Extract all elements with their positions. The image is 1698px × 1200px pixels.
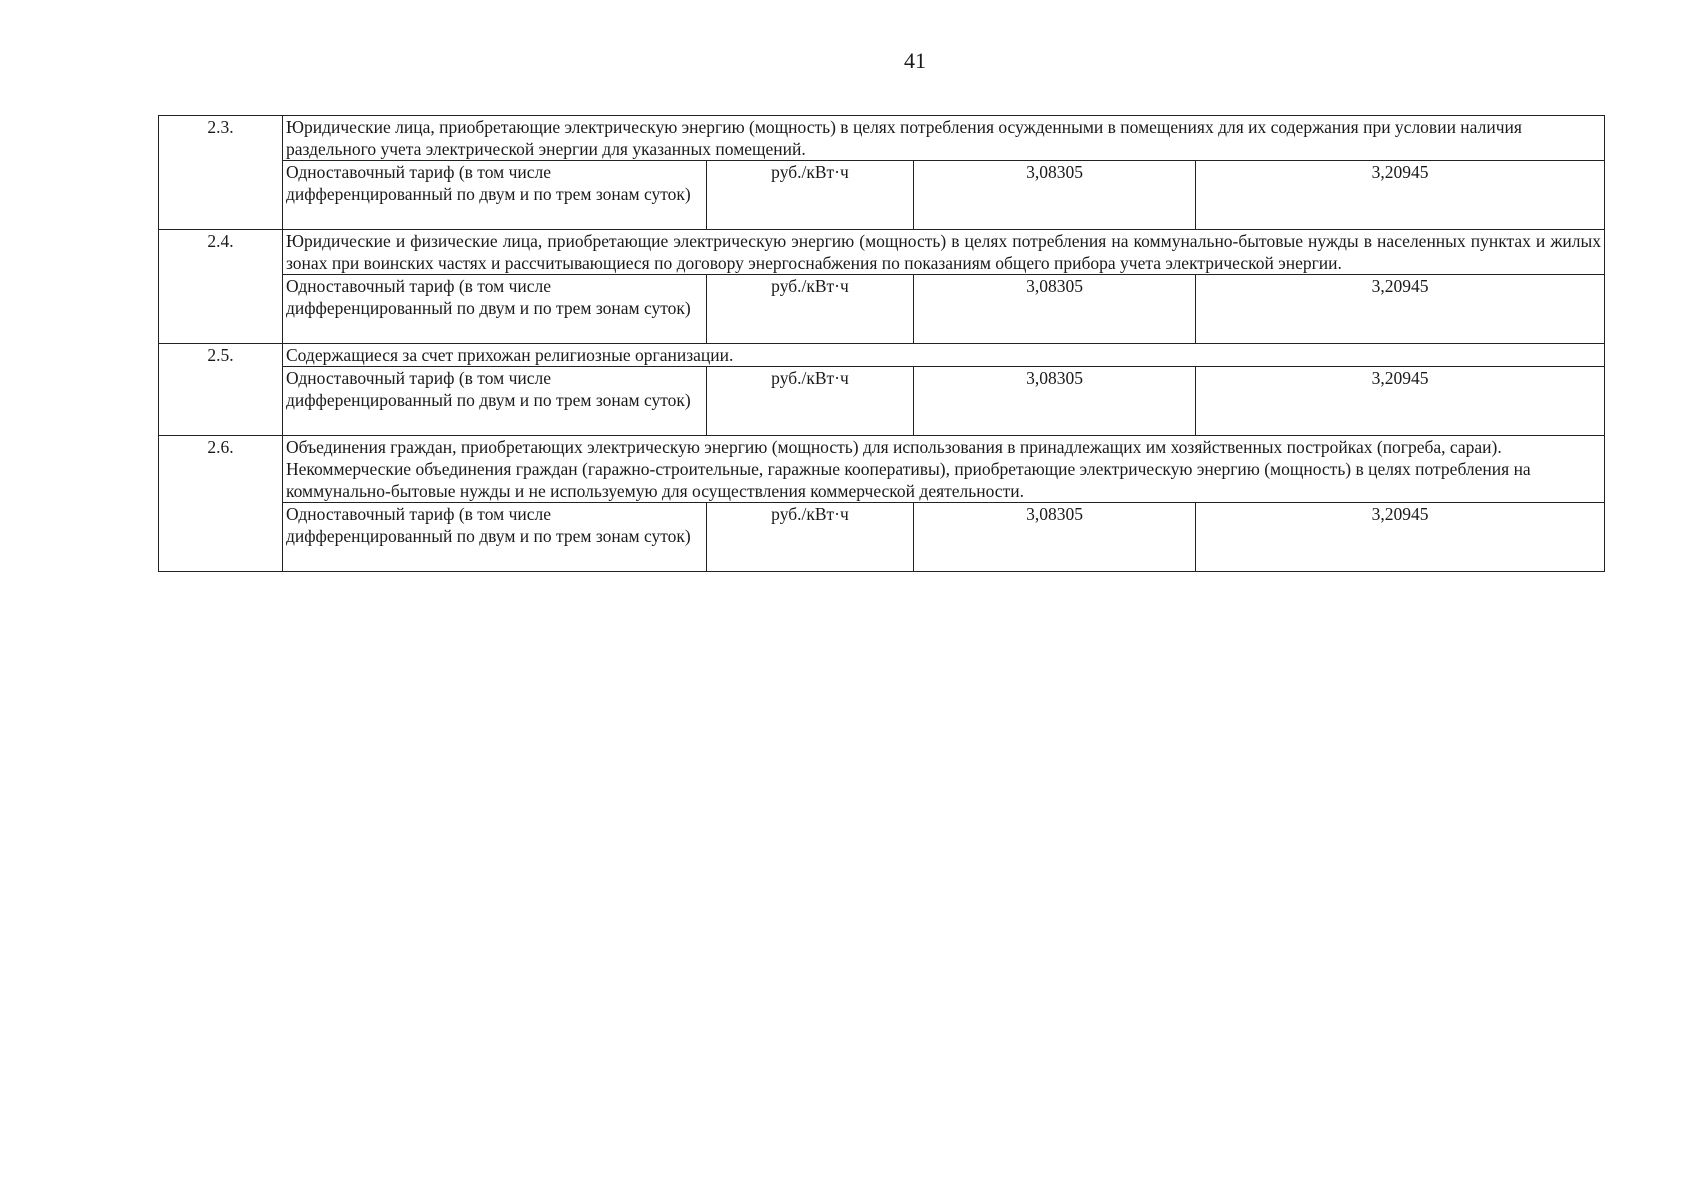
tariff-row xyxy=(159,275,1605,344)
tariff-value-2: 3,20945 xyxy=(1196,161,1605,230)
tariff-row xyxy=(159,161,1605,230)
tariff-value-1: 3,08305 xyxy=(914,161,1196,230)
row-description: Юридические лица, приобретающие электрическую энергию (мощность) в целях потребления осужденными в помещениях для их содержания при условии наличия раздельного учета электрической энергии для указанных помещений. xyxy=(283,116,1605,161)
row-description: Содержащиеся за счет прихожан религиозные организации. xyxy=(283,344,1605,367)
tariff-value-2: 3,20945 xyxy=(1196,503,1605,572)
tariff-label: Одноставочный тариф (в том числе дифференцированный по двум и по трем зонам суток) xyxy=(283,161,707,230)
page-number: 41 xyxy=(904,48,926,73)
row-description xyxy=(283,436,1605,503)
tariff-unit: руб./кВт·ч xyxy=(707,367,914,436)
tariff-unit: руб./кВт·ч xyxy=(707,503,914,572)
row-description: Юридические и физические лица, приобретающие электрическую энергию (мощность) в целях потребления на коммунально-бытовые нужды в населенных пунктах и жилых зонах при воинских частях и рассчитывающиеся по договору энергоснабжения по показаниям общего прибора учета электрической энергии. xyxy=(283,230,1605,275)
tariff-value-2: 3,20945 xyxy=(1196,275,1605,344)
row-number: 2.6. xyxy=(159,436,283,572)
tariff-unit: руб./кВт·ч xyxy=(707,161,914,230)
tariff-label: Одноставочный тариф (в том числе дифференцированный по двум и по трем зонам суток) xyxy=(283,367,707,436)
row-number: 2.5. xyxy=(159,344,283,436)
tariff-table xyxy=(158,115,1605,572)
tariff-row xyxy=(159,503,1605,572)
tariff-value-1: 3,08305 xyxy=(914,275,1196,344)
tariff-row xyxy=(159,367,1605,436)
tariff-value-1: 3,08305 xyxy=(914,503,1196,572)
table-row xyxy=(159,436,1605,503)
row-description-part-2: Некоммерческие объединения граждан (гаражно-строительные, гаражные кооперативы), приобретающие электрическую энергию (мощность) в целях потребления на коммунально-бытовые нужды и не используемую для осуществления коммерческой деятельности. xyxy=(286,459,1531,501)
row-number: 2.4. xyxy=(159,230,283,344)
table-row xyxy=(159,230,1605,275)
row-number: 2.3. xyxy=(159,116,283,230)
table-row xyxy=(159,344,1605,367)
table-row xyxy=(159,116,1605,161)
tariff-value-1: 3,08305 xyxy=(914,367,1196,436)
tariff-label: Одноставочный тариф (в том числе дифференцированный по двум и по трем зонам суток) xyxy=(283,275,707,344)
row-description-part-1: Объединения граждан, приобретающих электрическую энергию (мощность) для использования в принадлежащих им хозяйственных постройках (погреба, сараи). xyxy=(286,437,1502,457)
tariff-value-2: 3,20945 xyxy=(1196,367,1605,436)
tariff-label: Одноставочный тариф (в том числе дифференцированный по двум и по трем зонам суток) xyxy=(283,503,707,572)
tariff-unit: руб./кВт·ч xyxy=(707,275,914,344)
